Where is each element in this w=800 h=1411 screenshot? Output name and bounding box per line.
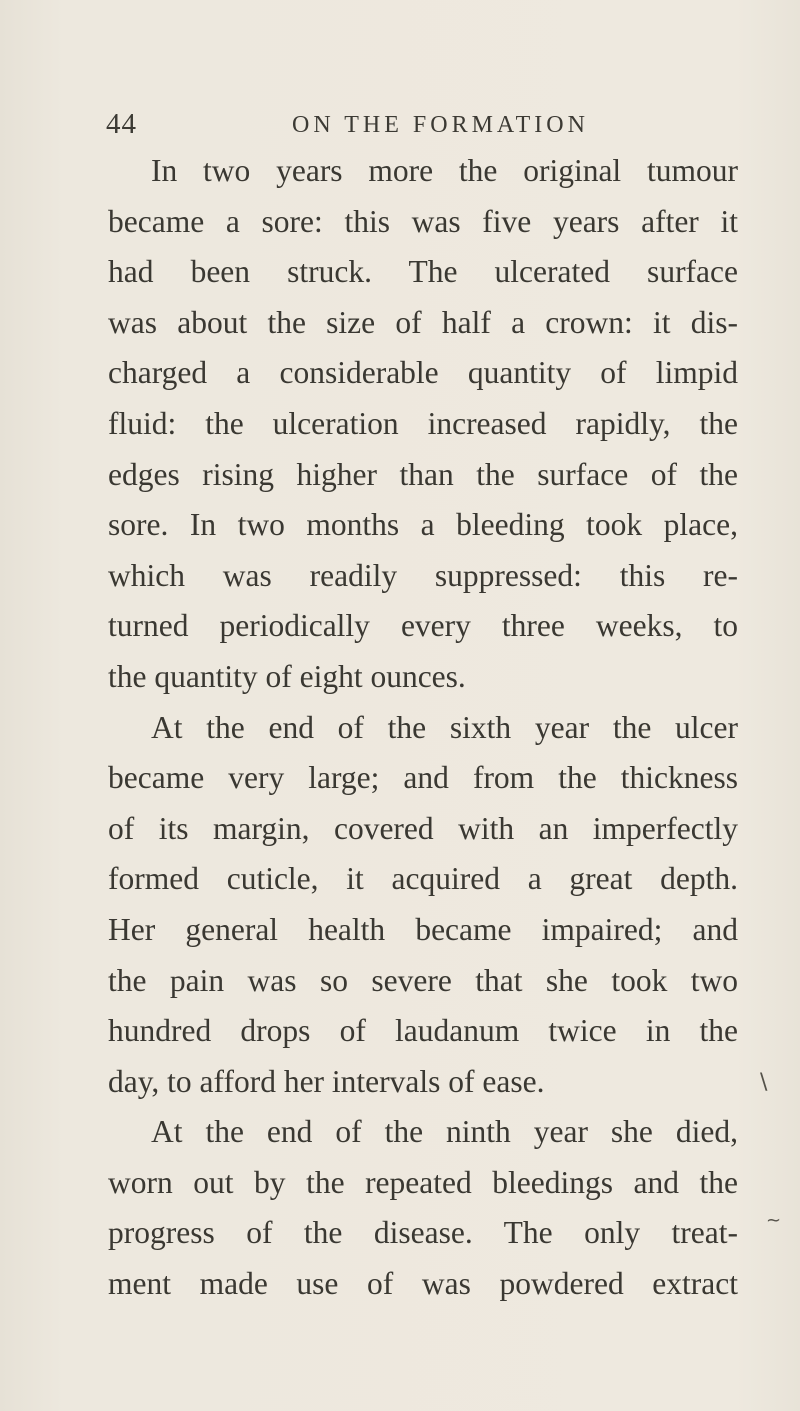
page-number: 44 — [106, 108, 137, 140]
text-line: became very large; and from the thickness — [108, 760, 738, 796]
page-header — [106, 108, 756, 148]
text-line: which was readily suppressed: this re- — [108, 557, 738, 593]
text-line: At the end of the ninth year she died, — [151, 1114, 738, 1150]
text-line: progress of the disease. The only treat- — [108, 1215, 738, 1251]
text-line: At the end of the sixth year the ulcer — [151, 709, 738, 745]
text-line: fluid: the ulceration increased rapidly, the — [108, 405, 738, 441]
text-line: had been struck. The ulcerated surface — [108, 254, 738, 290]
text-line: formed cuticle, it acquired a great depth. — [108, 861, 738, 897]
text-line: turned periodically every three weeks, to — [108, 608, 738, 644]
text-line: hundred drops of laudanum twice in the — [108, 1013, 738, 1049]
text-line: charged a considerable quantity of limpid — [108, 355, 738, 391]
running-head: ON THE FORMATION — [292, 112, 589, 138]
text-line: was about the size of half a crown: it dis- — [108, 304, 738, 340]
text-line: the quantity of eight ounces. — [108, 658, 466, 694]
text-line: the pain was so severe that she took two — [108, 962, 738, 998]
text-line: worn out by the repeated bleedings and the — [108, 1164, 738, 1200]
text-line: of its margin, covered with an imperfectly — [108, 810, 738, 846]
text-line: sore. In two months a bleeding took place, — [108, 507, 738, 543]
text-line: In two years more the original tumour — [151, 153, 738, 188]
text-line: became a sore: this was five years after it — [108, 203, 738, 239]
margin-mark: ~ — [766, 1210, 782, 1231]
body-text — [108, 146, 738, 1310]
margin-mark: \ — [760, 1070, 768, 1095]
text-line: day, to afford her intervals of ease. — [108, 1063, 545, 1099]
text-line: ment made use of was powdered extract — [108, 1266, 738, 1302]
text-line: Her general health became impaired; and — [108, 911, 738, 947]
text-line: edges rising higher than the surface of the — [108, 456, 738, 492]
